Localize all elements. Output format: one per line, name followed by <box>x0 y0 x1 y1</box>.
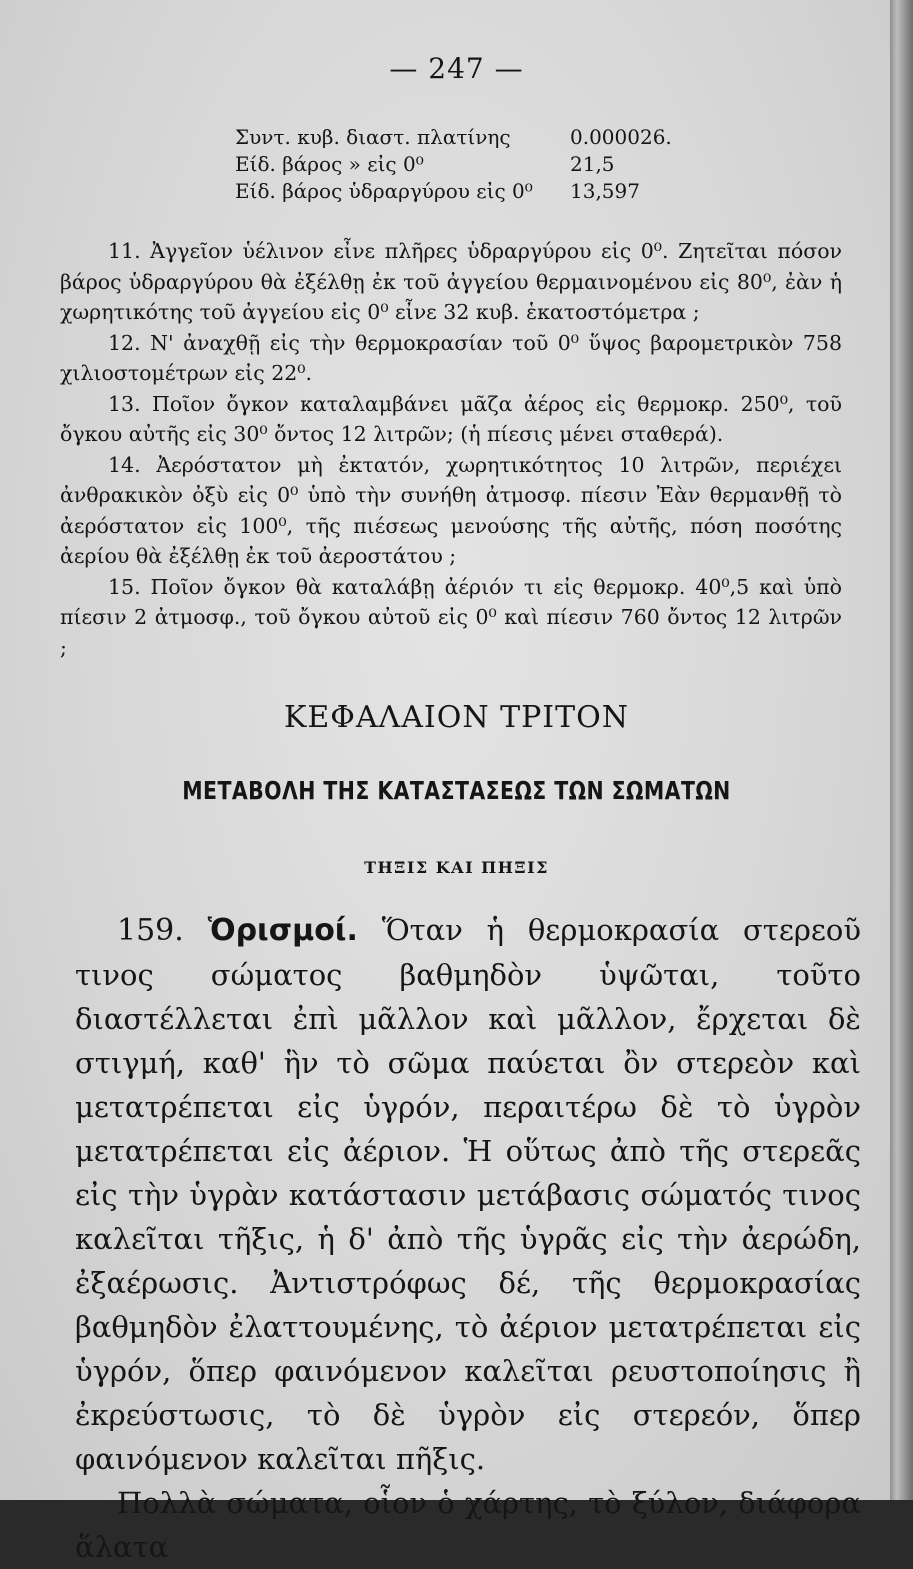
spec-label: Συντ. κυβ. διαστ. πλατίνης <box>235 125 511 149</box>
spec-value: 21,5 <box>570 152 615 176</box>
exercise-12: 12. Ν' ἀναχθῇ εἰς τὴν θερμοκρασίαν τοῦ 0⁰ ὕψος βαρομετρικὸν 758 χιλιοστομέτρων εἰς 22⁰. <box>60 330 842 385</box>
section-title: ΜΕΤΑΒΟΛΗ ΤΗΣ ΚΑΤΑΣΤΑΣΕΩΣ ΤΩΝ ΣΩΜΑΤΩΝ <box>182 776 731 805</box>
page-number: — 247 — <box>389 52 524 85</box>
exercise-15: 15. Ποῖον ὄγκον θὰ καταλάβῃ ἀέριόν τι εἰς θερμοκρ. 40⁰,5 καὶ ὑπὸ πίεσιν 2 ἀτμοσφ., τοῦ ὄγκου αὐτοῦ εἰς 0⁰ καὶ πίεσιν 760 ὄντος 12 λιτρῶν ; <box>60 574 842 660</box>
spec-value: 13,597 <box>570 179 640 203</box>
continuation-paragraph: Πολλὰ σώματα, οἷον ὁ χάρτης, τὸ ξύλον, διάφορα ἅλατα <box>75 1486 861 1564</box>
paragraph-text: Ὅταν ἡ θερμοκρασία στερεοῦ τινος σώματος βαθμηδὸν ὑψῶται, τοῦτο διαστέλλεται ἐπὶ μᾶλλον καὶ μᾶλλον, ἔρχεται δὲ στιγμή, καθ' ἣν τὸ σῶμα παύεται ὂν στερεὸν καὶ μετατρέπεται εἰς ὑγρόν, περαιτέρω δὲ τὸ ὑγρὸν μετατρέπεται εἰς ἀέριον. Ἡ οὕτως ἀπὸ τῆς στερεᾶς εἰς τὴν ὑγρὰν κατάστασιν μετάβασις σώματός τινος καλεῖται τῆξις, ἡ δ' ἀπὸ τῆς ὑγρᾶς εἰς τὴν ἀερώδη, ἐξαέρωσις. Ἀντιστρόφως δέ, τῆς θερμοκρασίας βαθμηδὸν ἐλαττουμένης, τὸ ἀέριον μετατρέπεται εἰς ὑγρόν, ὅπερ φαινόμενον καλεῖται ρευστοποίησις ἢ ἐκρεύστωσις, τὸ δὲ ὑγρὸν εἰς στερεόν, ὅπερ φαινόμενον καλεῖται πῆξις. <box>75 913 862 1476</box>
spec-row <box>235 151 695 178</box>
exercise-list <box>60 236 842 663</box>
spec-row <box>235 178 695 205</box>
definition-paragraph <box>75 908 861 1481</box>
section-number: 159. <box>117 913 184 948</box>
exercise-13: 13. Ποῖον ὄγκον καταλαμβάνει μᾶζα ἀέρος εἰς θερμοκρ. 250⁰, τοῦ ὄγκου αὐτῆς εἰς 30⁰ ὄντος 12 λιτρῶν; (ἡ πίεσις μένει σταθερά). <box>60 391 842 446</box>
body-text <box>75 908 861 1569</box>
book-gutter <box>890 0 913 1500</box>
spec-value: 0.000026. <box>570 125 672 149</box>
spec-row <box>235 124 695 151</box>
specs-table <box>235 124 695 205</box>
spec-label: Είδ. βάρος ὑδραργύρου εἰς 0⁰ <box>235 179 533 203</box>
chapter-title: ΚΕΦΑΛΑΙΟΝ ΤΡΙΤΟΝ <box>283 700 630 735</box>
exercise-11: 11. Ἀγγεῖον ὑέλινον εἶνε πλῆρες ὑδραργύρου εἰς 0⁰. Ζητεῖται πόσον βάρος ὑδραργύρου θὰ ἐξέλθῃ ἐκ τοῦ ἀγγείου θερμαινομένου εἰς 80⁰, ἐὰν ἡ χωρητικότης τοῦ ἀγγείου εἰς 0⁰ εἶνε 32 κυβ. ἑκατοστόμετρα ; <box>60 239 842 324</box>
section-heading: Ὁρισμοί. <box>207 913 358 948</box>
subsection-title: ΤΗΞΙΣ ΚΑΙ ΠΗΞΙΣ <box>364 858 549 877</box>
exercise-14: 14. Ἀερόστατον μὴ ἐκτατόν, χωρητικότητος 10 λιτρῶν, περιέχει ἀνθρακικὸν ὀξὺ εἰς 0⁰ ὑπὸ τὴν συνήθη ἀτμοσφ. πίεσιν Ἐὰν θερμανθῇ τὸ ἀερόστατον εἰς 100⁰, τῆς πιέσεως μενούσης τῆς αὐτῆς, πόση ποσότης ἀερίου θὰ ἐξέλθῃ ἐκ τοῦ ἀεροστάτου ; <box>60 452 842 568</box>
spec-label: Είδ. βάρος » εἰς 0⁰ <box>235 152 424 176</box>
